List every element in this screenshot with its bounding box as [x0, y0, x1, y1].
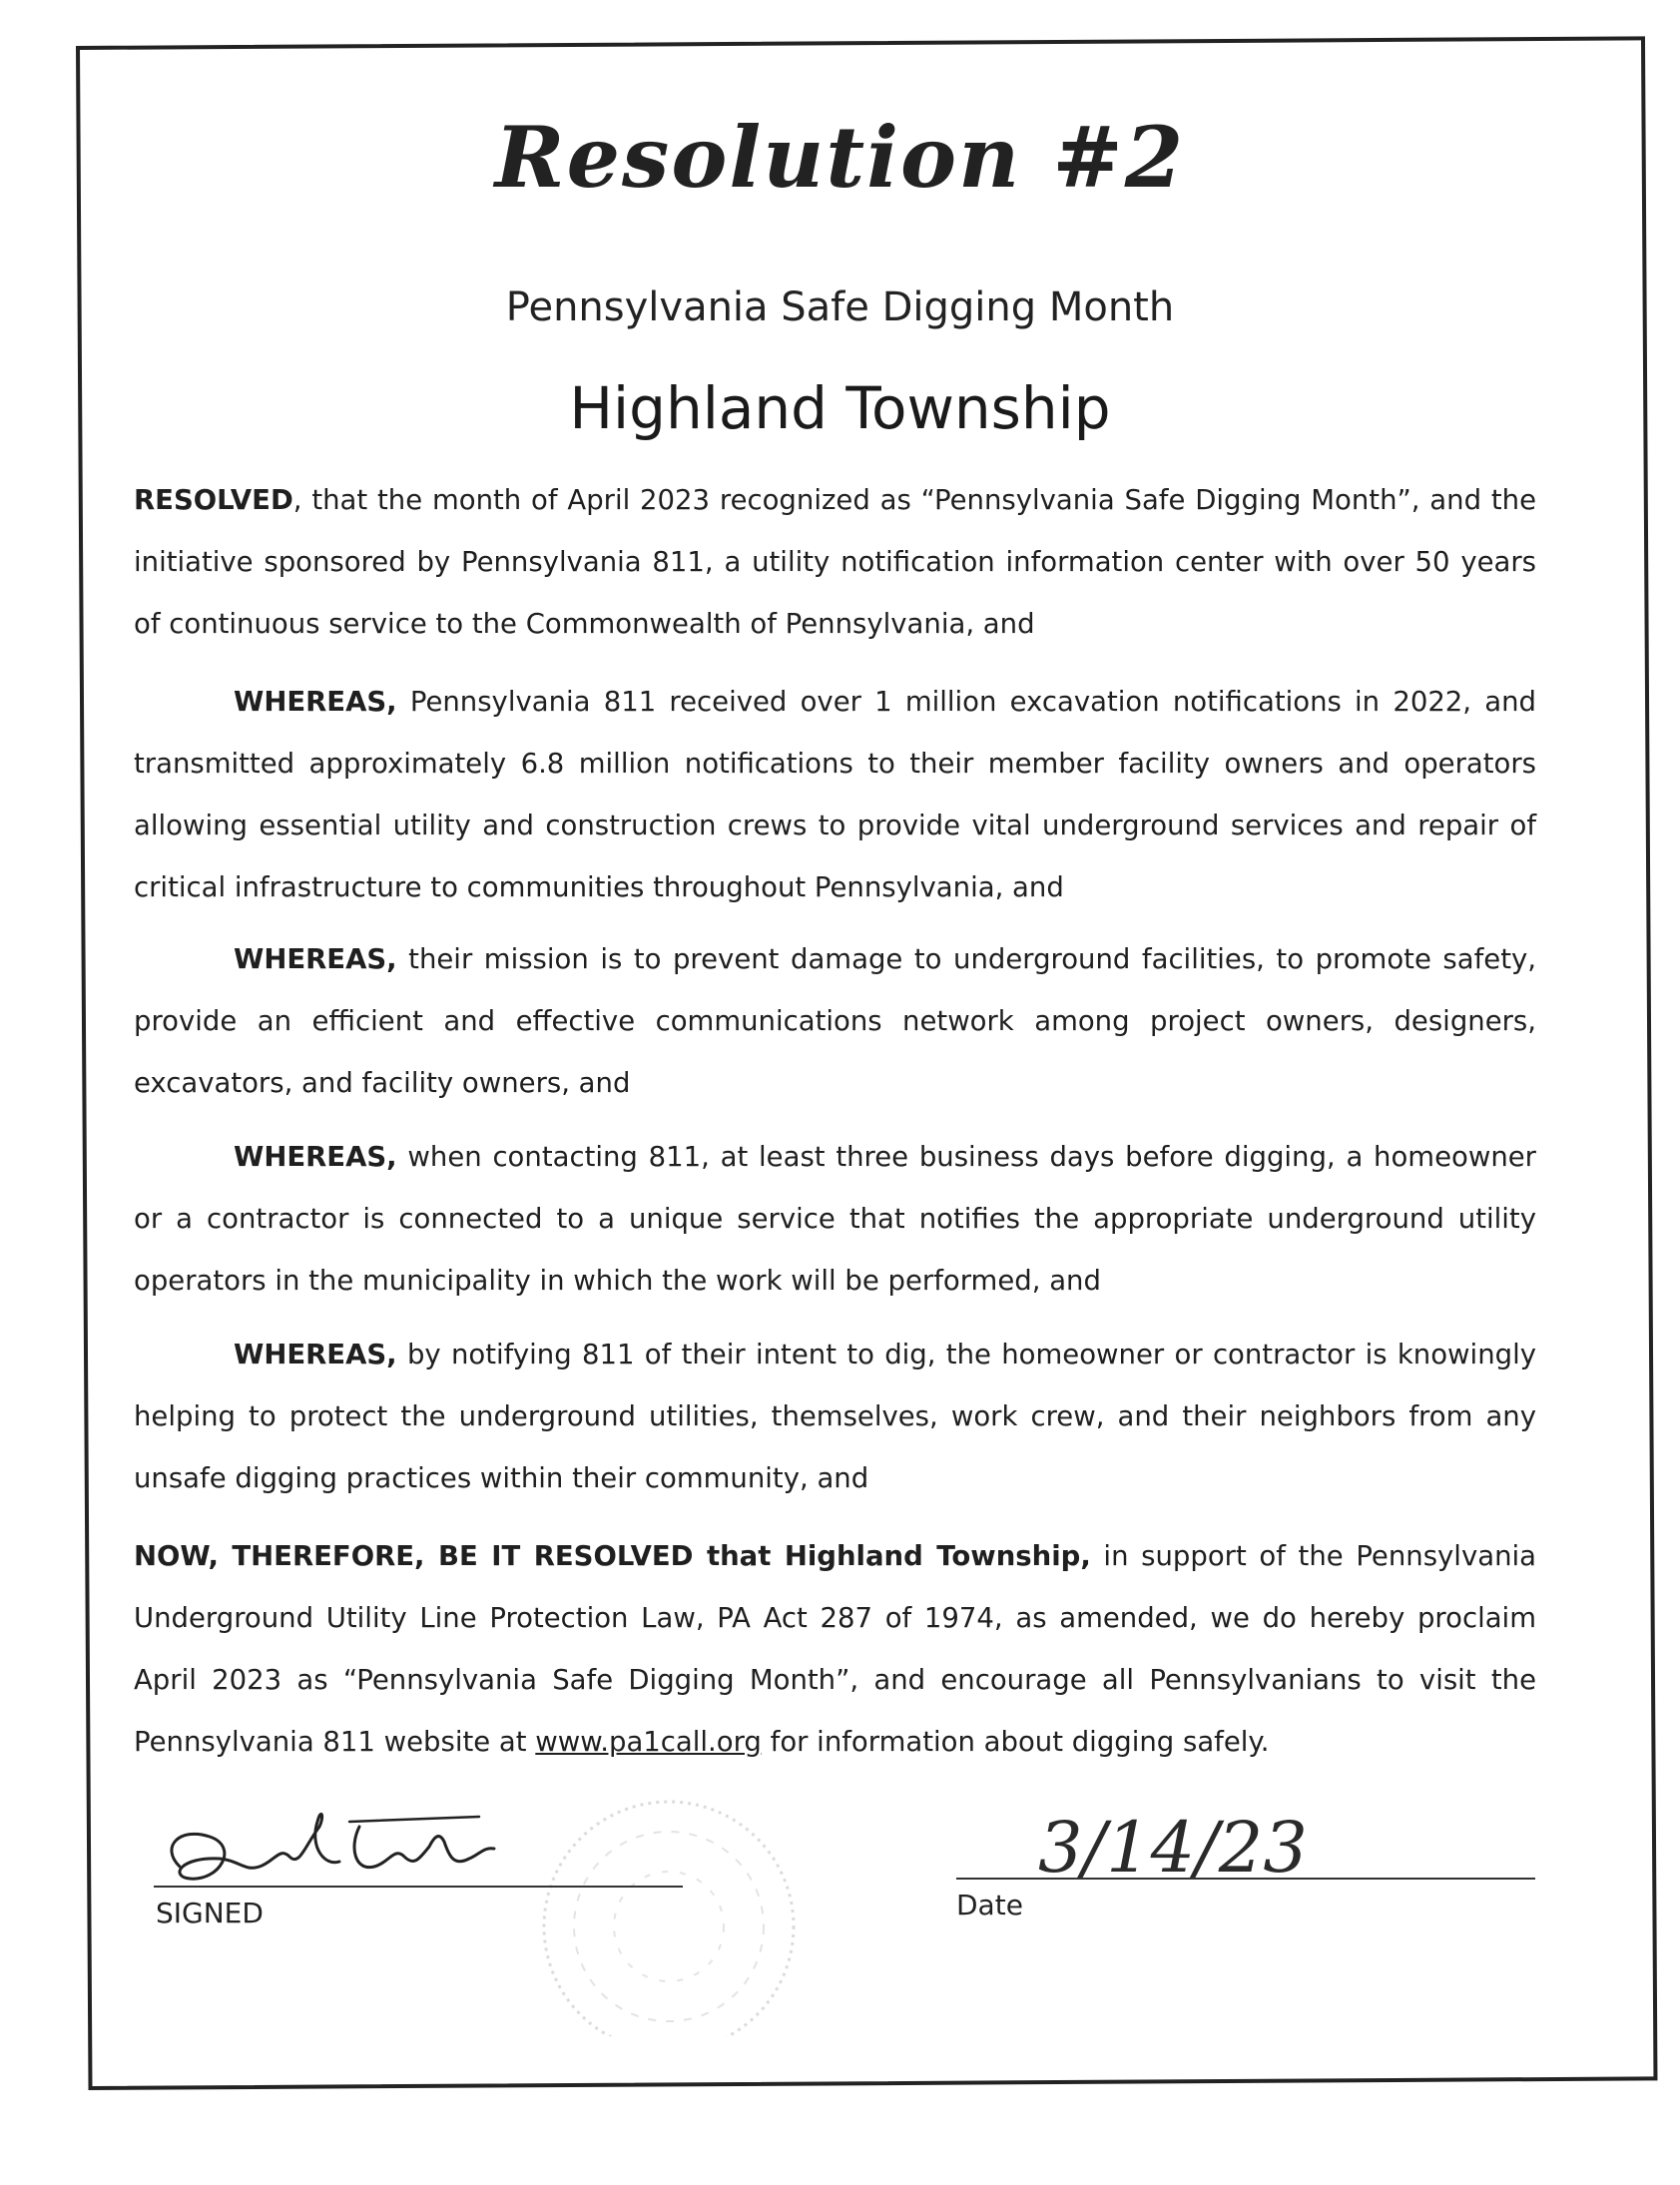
paragraph-text: , that the month of April 2023 recognized as “Pennsylvania Safe Digging Month”, and the initiative sponsored by Pennsylvania 811, a utility notification information center with over 50 years of continuous service to the Commonwealth of Pennsylvania, and	[134, 484, 1536, 640]
paragraph-text: in support of the Pennsylvania Underground Utility Line Protection Law, PA Act 287 of 1974, as amended, we do hereby proclaim April 2023 as “Pennsylvania Safe Digging Month”, and encourage all Pennsylvanians to visit the Pennsylvania 811 website at	[134, 1540, 1536, 1758]
resolution-subtitle: Pennsylvania Safe Digging Month	[505, 284, 1175, 330]
paragraph-text: their mission is to prevent damage to underground facilities, to promote safety, provide an efficient and effective communications network among project owners, designers, excavators, and facility owners, and	[134, 943, 1536, 1099]
paragraph-text: by notifying 811 of their intent to dig, the homeowner or contractor is knowingly helping to protect the underground utilities, themselves, work crew, and their neighbors from any unsafe digging practices within their community, and	[134, 1339, 1536, 1494]
paragraph-lead: NOW, THEREFORE, BE IT RESOLVED that Highland Township,	[134, 1540, 1091, 1572]
whereas-paragraph-4	[134, 1324, 1536, 1509]
signed-label: SIGNED	[156, 1897, 264, 1929]
whereas-paragraph-2	[134, 928, 1536, 1114]
date-label: Date	[956, 1889, 1023, 1921]
signature-line	[154, 1886, 683, 1888]
township-name: Highland Township	[569, 374, 1111, 442]
handwritten-date: 3/14/23	[1038, 1807, 1308, 1889]
website-link[interactable]: www.pa1call.org	[535, 1726, 762, 1758]
resolution-title: Resolution #2	[494, 108, 1186, 207]
paragraph-lead: WHEREAS,	[234, 943, 397, 975]
paragraph-text: Pennsylvania 811 received over 1 million excavation notifications in 2022, and transmitted approximately 6.8 million notifications to their member facility owners and operators allowing essential utility and construction crews to provide vital underground services and repair of critical infrastructure to communities throughout Pennsylvania, and	[134, 686, 1536, 903]
paragraph-lead: WHEREAS,	[234, 1141, 397, 1173]
signature-scribble	[150, 1787, 529, 1897]
paragraph-tail: for information about digging safely.	[761, 1726, 1270, 1758]
whereas-paragraph-3	[134, 1126, 1536, 1312]
embossed-seal	[499, 1777, 839, 2036]
paragraph-lead: WHEREAS,	[234, 686, 397, 718]
paragraph-text: when contacting 811, at least three business days before digging, a homeowner or a contractor is connected to a unique service that notifies the appropriate underground utility operators in the municipality in which the work will be performed, and	[134, 1141, 1536, 1297]
resolved-paragraph	[134, 469, 1536, 655]
therefore-paragraph	[134, 1525, 1536, 1773]
paragraph-lead: WHEREAS,	[234, 1339, 397, 1370]
whereas-paragraph-1	[134, 671, 1536, 918]
date-line	[956, 1878, 1535, 1880]
paragraph-lead: RESOLVED	[134, 484, 293, 516]
